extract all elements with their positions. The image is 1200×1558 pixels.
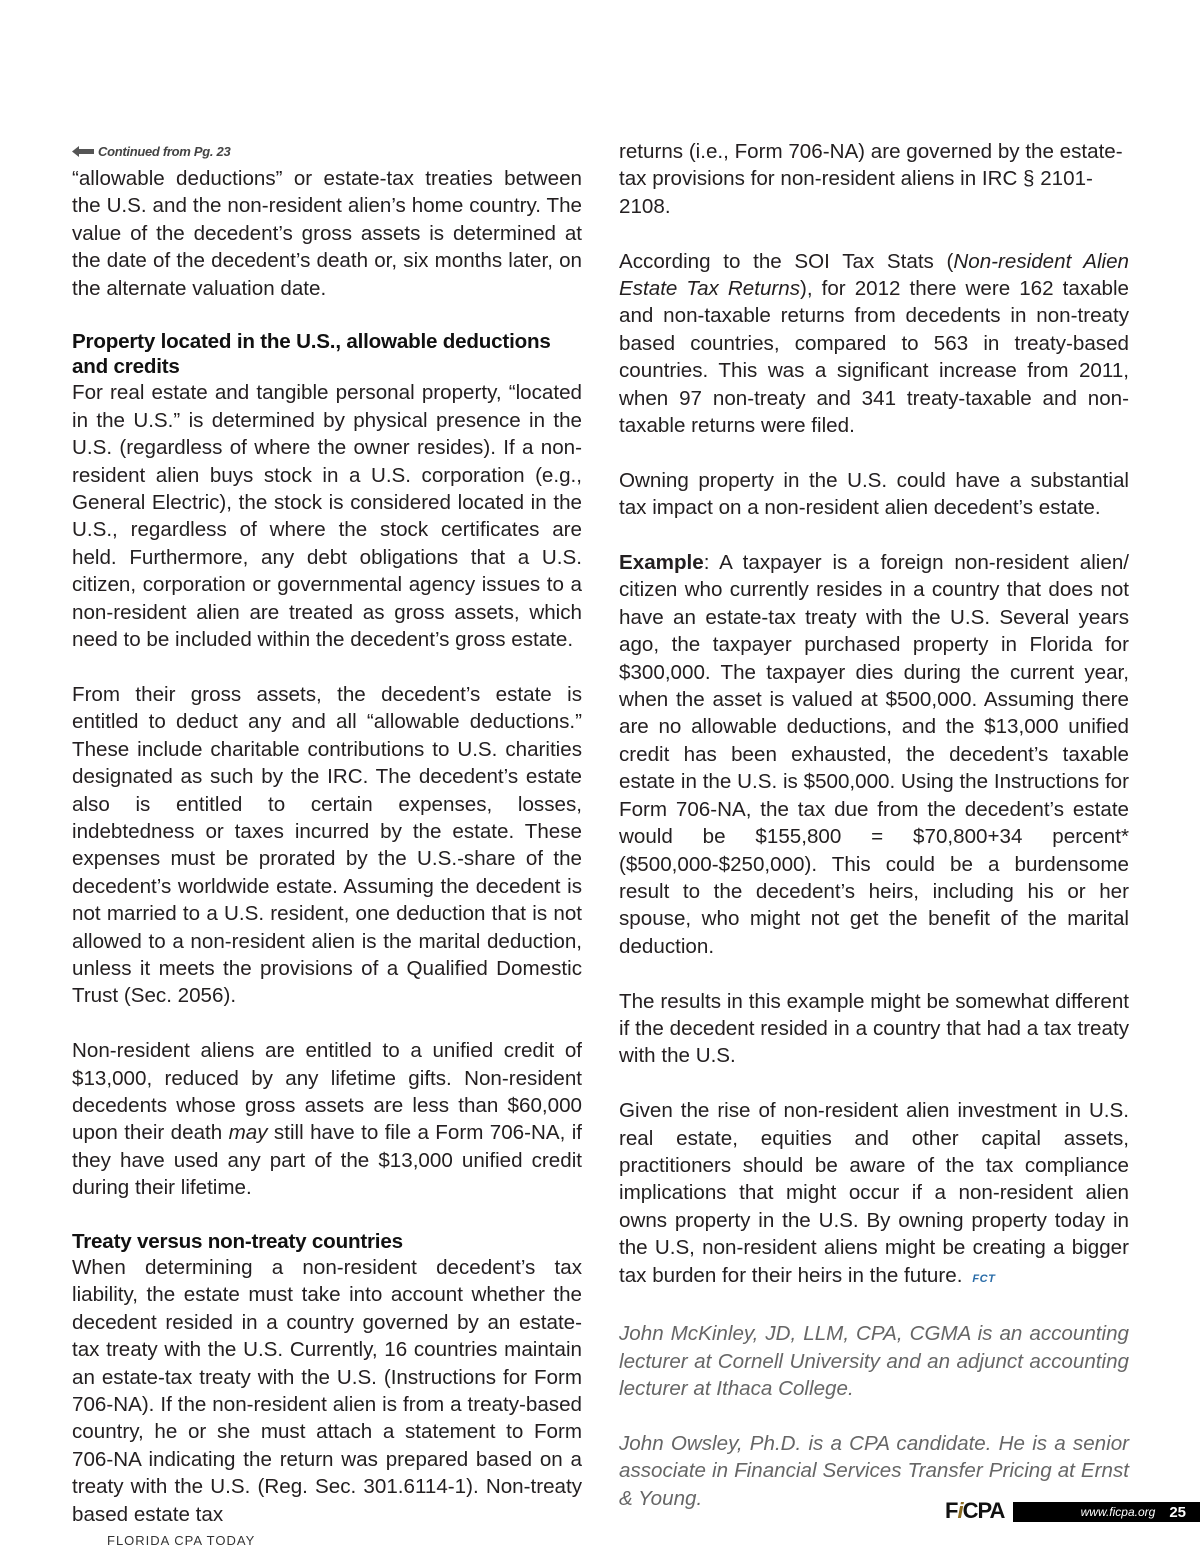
publication-name: FLORIDA CPA TODAY bbox=[107, 1533, 256, 1548]
author-bio: John Owsley, Ph.D. is a CPA candidate. He is a senior associate in Financial Services Transfer Pricing at Ernst & Young. bbox=[619, 1431, 1129, 1510]
right-column bbox=[619, 138, 1129, 1512]
left-column bbox=[72, 138, 582, 1528]
arrow-left-icon bbox=[72, 146, 94, 157]
paragraph: For real estate and tangible personal property, “located in the U.S.” is determined by physical presence in the U.S. (regardless of where the owner resides). If a non-resident alien buys stock in a U.S. corporation (e.g., General Electric), the stock is considered located in the U.S., regardless of where the stock certificates are held. Furthermore, any debt obligations that a U.S. citizen, corporation or governmental agency issues to a non-resident alien are treated as gross assets, which need to be included within the decedent’s gross estate. bbox=[72, 381, 582, 652]
section-heading-property: Property located in the U.S., allowable deductions and credits bbox=[72, 330, 551, 379]
website-url[interactable]: www.ficpa.org bbox=[1080, 1505, 1156, 1519]
paragraph: From their gross assets, the decedent’s estate is entitled to deduct any and all “allowable deductions.” These include charitable contributions to U.S. charities designated as such by the IRC. The decedent’s estate also is entitled to certain expenses, losses, indebtedness or taxes incurred by the estate. These expenses must be prorated by the U.S.-share of the decedent’s worldwide estate. Assuming the decedent is not married to a U.S. resident, one deduction that is not allowed to a non-resident alien is the marital deduction, unless it meets the provisions of a Qualified Domestic Trust (Sec. 2056). bbox=[72, 682, 582, 1008]
section-heading-treaty: Treaty versus non-treaty countries bbox=[72, 1229, 403, 1253]
footer-branding bbox=[945, 1498, 1200, 1526]
end-mark: FCT bbox=[972, 1272, 996, 1285]
paragraph: Given the rise of non-resident alien investment in U.S. real estate, equities and other capital assets, practitioners should be aware of the tax compliance implications that might occur if a non-resident alien owns property in the U.S. By owning property today in the U.S, non-resident aliens might be creating a bigger tax burden for their heirs in the future. FCT bbox=[619, 1099, 1129, 1287]
author-bio: John McKinley, JD, LLM, CPA, CGMA is an accounting lecturer at Cornell University and an adjunct accounting lecturer at Ithaca College. bbox=[619, 1322, 1129, 1401]
paragraph-example: Example: A taxpayer is a foreign non-resident alien/ citizen who currently resides in a country that does not have an estate-tax treaty with the U.S. Several years ago, the taxpayer purchased property in Florida for $300,000. The taxpayer dies during the current year, when the asset is valued at $500,000. Assuming there are no allowable deductions, and the $13,000 unified credit has been exhausted, the decedent’s taxable estate in the U.S. is $500,000. Using the Instructions for Form 706-NA, the tax due from the decedent’s estate would be $155,800 = $70,800+34 percent*($500,000-$250,000). This could be a burdensome result to the decedent’s heirs, including his or her spouse, who might not get the benefit of the marital deduction. bbox=[619, 551, 1129, 958]
continued-text: Continued from Pg. 23 bbox=[98, 144, 231, 159]
paragraph: returns (i.e., Form 706-NA) are governed by the estate-tax provisions for non-resident aliens in IRC § 2101-2108. bbox=[619, 140, 1123, 218]
paragraph: Non-resident aliens are entitled to a unified credit of $13,000, reduced by any lifetime gifts. Non-resident decedents whose gross assets are less than $60,000 upon their death may still have to file a Form 706-NA, if they have used any part of the $13,000 unified credit during their lifetime. bbox=[72, 1039, 582, 1200]
page-number: 25 bbox=[1169, 1503, 1186, 1521]
paragraph: When determining a non-resident decedent’s tax liability, the estate must take into account whether the decedent resided in a country governed by an estate-tax treaty with the U.S. Currently, 16 countries maintain an estate-tax treaty with the U.S. (Instructions for Form 706-NA). If the non-resident alien is from a treaty-based country, he or she must attach a statement to Form 706-NA indicating the return was prepared based on a treaty with the U.S. (Reg. Sec. 301.6114-1). Non-treaty based estate tax bbox=[72, 1255, 582, 1526]
paragraph: “allowable deductions” or estate-tax treaties between the U.S. and the non-resident alien’s home country. The value of the decedent’s gross assets is determined at the date of the decedent’s death or, six months later, on the alternate valuation date. bbox=[72, 167, 582, 300]
continued-note bbox=[72, 138, 582, 165]
paragraph: The results in this example might be somewhat different if the decedent resided in a country that had a tax treaty with the U.S. bbox=[619, 989, 1129, 1068]
paragraph: Owning property in the U.S. could have a substantial tax impact on a non-resident alien decedent’s estate. bbox=[619, 468, 1129, 520]
paragraph: According to the SOI Tax Stats (Non-resident Alien Estate Tax Returns), for 2012 there were 162 taxable and non-taxable returns from decedents in non-treaty based countries, compared to 563 in treaty-based countries. This was a significant increase from 2011, when 97 non-treaty and 341 treaty-taxable and non-taxable returns were filed. bbox=[619, 249, 1129, 438]
ficpa-logo: FiCPA bbox=[945, 1498, 1005, 1523]
footer-bar bbox=[1013, 1502, 1200, 1522]
